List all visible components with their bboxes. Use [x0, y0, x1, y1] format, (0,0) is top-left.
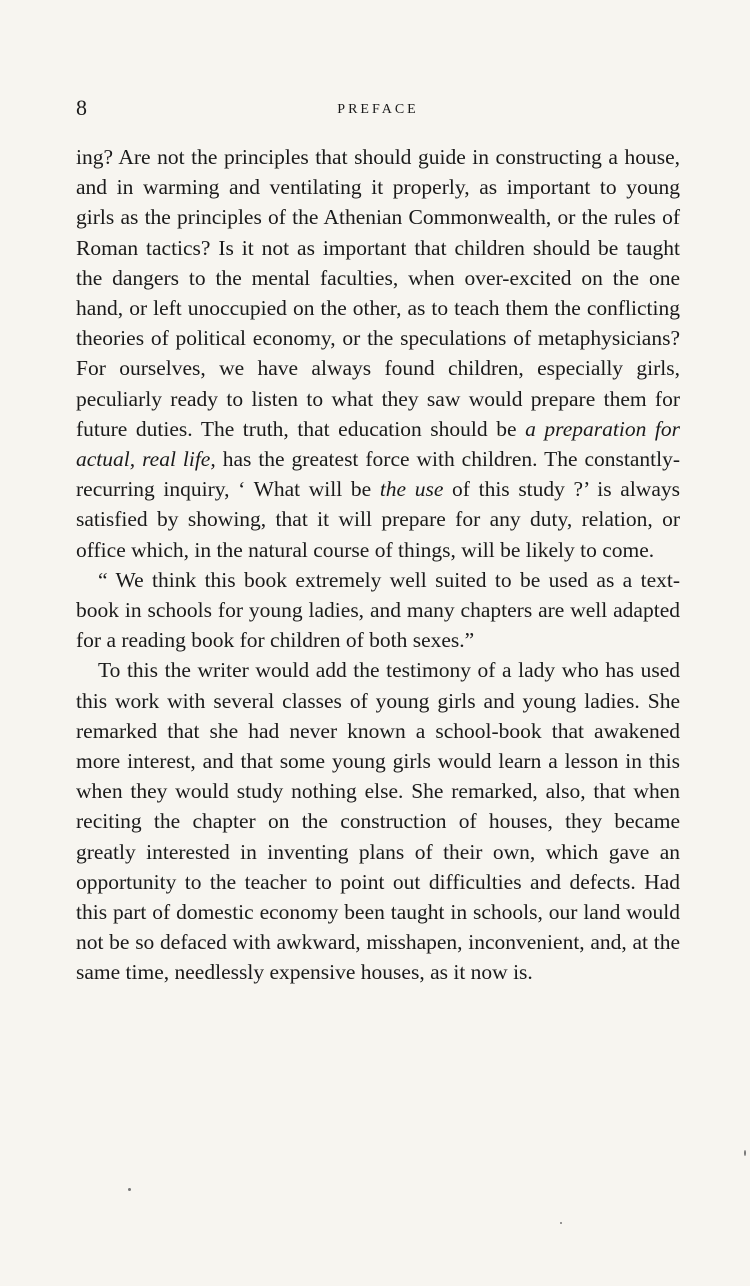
body-text	[76, 142, 680, 988]
paragraph-testimony: To this the writer would add the testimony of a lady who has used this work with several classes of young girls and young ladies. She remarked that she had never known a school-book that awakened more interest, and that some young girls would learn a lesson in this when they would study nothing else. She remarked, also, that when reciting the chapter on the construction of houses, they became greatly interested in inventing plans of their own, which gave an opportunity to the teacher to point out difficulties and defects. Had this part of domestic economy been taught in schools, our land would not be so defaced with awkward, misshapen, inconvenient, and, at the same time, needlessly expensive houses, as it now is.	[76, 658, 680, 985]
paragraph-1-emphasis-2: the use	[379, 477, 444, 502]
paragraph-1-text-after: of this study ?’ is always satisfied by showing, that it will prepare for any duty, relation, or office which, in the natural course of things, will be likely to come.	[76, 477, 680, 562]
page-header	[76, 96, 680, 126]
paper-speck	[128, 1188, 131, 1191]
paragraph-1-text-middle: has the greatest force with children. The constantly-recurring inquiry, ‘ What will be	[76, 447, 681, 502]
paragraph-continuation	[76, 142, 680, 565]
paper-speck	[560, 1222, 562, 1224]
running-head: PREFACE	[337, 102, 419, 117]
page-number: 8	[76, 95, 87, 120]
paragraph-1-emphasis-1: a preparation for actual, real life,	[76, 416, 680, 472]
paper-speck	[744, 1150, 746, 1156]
paragraph-1-text-before: ing? Are not the principles that should guide in constructing a house, and in warming and ventilating it properly, as important to young girls as the principles of the Athenian Commonwealth, or the rules of Roman tactics? Is it not as important that children should be taught the dangers to the mental faculties, when over-excited on the one hand, or left unoccupied on the other, as to teach them the conflicting theories of political economy, or the speculations of metaphysicians? For ourselves, we have always found children, especially girls, peculiarly ready to listen to what they saw would prepare them for future duties. The truth, that education should be	[76, 145, 680, 441]
paragraph-quote: “ We think this book extremely well suited to be used as a text-book in schools for young ladies, and many chapters are well adapted for a reading book for children of both sexes.”	[76, 567, 680, 653]
